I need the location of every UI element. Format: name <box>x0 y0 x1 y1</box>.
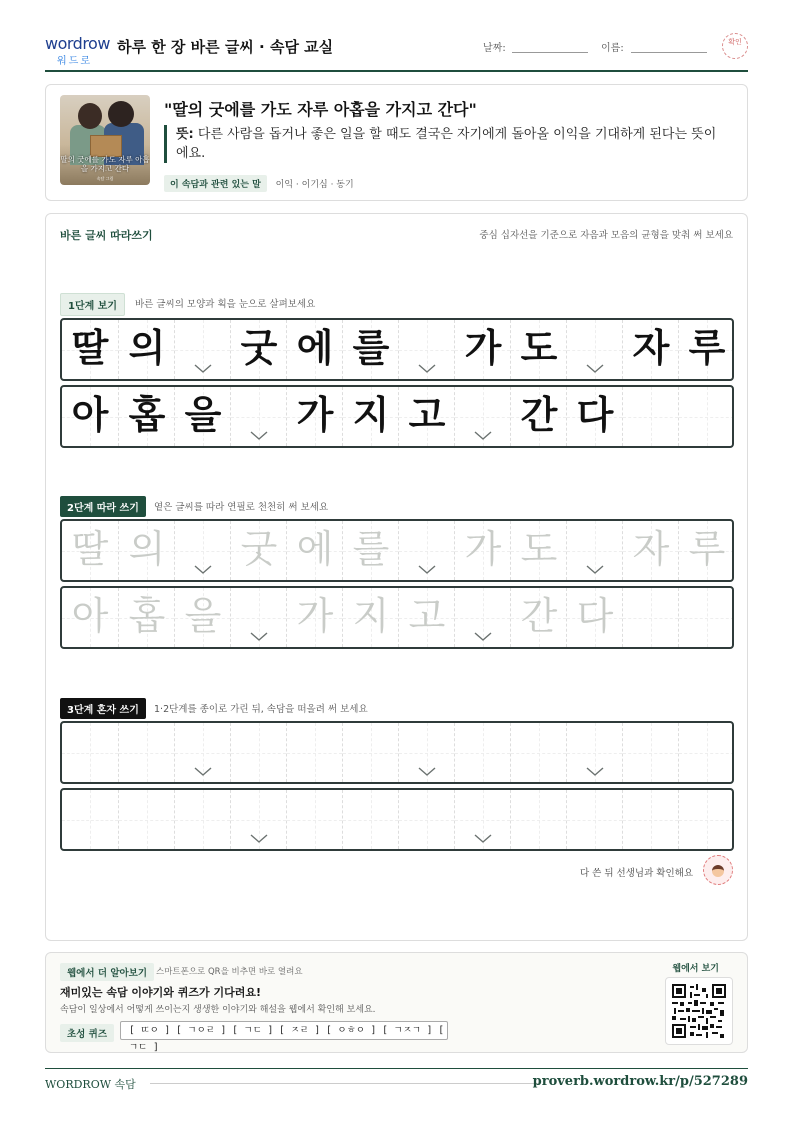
step3-row2-cell[interactable] <box>286 790 342 849</box>
syllable-glyph: 의 <box>128 325 166 370</box>
footer-divider <box>45 1068 748 1069</box>
step3-row1-cell[interactable] <box>454 723 510 782</box>
step1-row1-cell <box>454 320 510 379</box>
meaning-text: 다른 사람을 돕거나 좋은 일을 할 때도 결국은 자기에게 돌아올 이익을 기대하게 된다는 뜻이에요. <box>176 127 717 161</box>
step3-row2-cell[interactable] <box>454 790 510 849</box>
practice-title: 바른 글씨 따라쓰기 <box>60 229 153 242</box>
step3-row2-cell[interactable] <box>678 790 734 849</box>
step1-row1-cell <box>342 320 398 379</box>
step1-row1-cell <box>510 320 566 379</box>
step1-row2 <box>60 385 734 448</box>
step2-row2-cell[interactable] <box>230 588 286 647</box>
step1-row1-cell <box>62 320 118 379</box>
syllable-glyph: 자 <box>632 527 670 571</box>
syllable-glyph: 루 <box>688 527 726 571</box>
step1-row1-cell <box>398 320 454 379</box>
illustration-caption: 딸의 굿에를 가도 자루 아홉을 가지고 간다 <box>60 155 150 173</box>
word-space-icon <box>194 767 212 776</box>
syllable-glyph: 고 <box>408 392 446 437</box>
step2-row1-cell[interactable] <box>174 521 230 580</box>
syllable-glyph: 자 <box>632 325 670 370</box>
step1-row2-cell <box>566 387 622 446</box>
word-space-icon <box>194 565 212 574</box>
related-list: 이익 · 이기심 · 동기 <box>275 180 354 190</box>
step3-row1-cell[interactable] <box>398 723 454 782</box>
step3-desc: 1·2단계를 종이로 가린 뒤, 속담을 떠올려 써 보세요 <box>154 704 368 715</box>
syllable-glyph: 홉 <box>128 594 166 638</box>
step2-row2[interactable] <box>60 586 734 649</box>
word-space-icon <box>418 565 436 574</box>
footer-brand: WORDROW 속담 <box>45 1078 136 1091</box>
syllable-glyph: 가 <box>296 392 334 437</box>
related-words <box>164 175 354 192</box>
step3-row1-cell[interactable] <box>118 723 174 782</box>
date-field[interactable] <box>512 52 588 53</box>
teacher-stamp-icon <box>703 855 733 885</box>
step1-row1 <box>60 318 734 381</box>
step3-label: 3단계 혼자 쓰기 <box>60 698 146 719</box>
wordrow-logo-sub: 워드로 <box>57 56 92 67</box>
word-space-icon <box>418 364 436 373</box>
step1-desc: 바른 글씨의 모양과 획을 눈으로 살펴보세요 <box>135 299 316 310</box>
syllable-glyph: 을 <box>184 594 222 638</box>
step2-row2-cell[interactable] <box>454 588 510 647</box>
step1-row2-cell <box>454 387 510 446</box>
word-space-icon <box>250 834 268 843</box>
step3-row1[interactable] <box>60 721 734 784</box>
word-space-icon <box>418 767 436 776</box>
syllable-glyph: 딸 <box>71 527 109 571</box>
step1-row2-cell <box>622 387 678 446</box>
step1-row2-cell <box>230 387 286 446</box>
step2-row2-cell[interactable] <box>566 588 622 647</box>
step2-row2-cell[interactable] <box>342 588 398 647</box>
step3-row2-cell[interactable] <box>398 790 454 849</box>
step3-row1-cell[interactable] <box>230 723 286 782</box>
footer-rule <box>150 1083 538 1084</box>
word-space-icon <box>586 565 604 574</box>
syllable-glyph: 딸 <box>71 325 109 370</box>
syllable-glyph: 에 <box>296 325 334 370</box>
step1-row2-cell <box>510 387 566 446</box>
page-header <box>45 30 748 72</box>
chosung-quiz: [ ㄸㅇ ] [ ㄱㅇㄹ ] [ ㄱㄷ ] [ ㅈㄹ ] [ ㅇㅎㅇ ] [ ㄱㅈㄱ ] [ ㄱㄷ ] <box>120 1021 448 1040</box>
step2-row1-cell[interactable] <box>566 521 622 580</box>
step1-row1-cell <box>174 320 230 379</box>
check-stamp-icon: 확인 <box>722 33 748 59</box>
web-title: 재미있는 속담 이야기와 퀴즈가 기다려요! <box>60 986 261 999</box>
step2-row2-cell[interactable] <box>510 588 566 647</box>
syllable-glyph: 가 <box>464 325 502 370</box>
step2-row2-cell[interactable] <box>678 588 734 647</box>
step3-row1-cell[interactable] <box>174 723 230 782</box>
syllable-glyph: 간 <box>520 392 558 437</box>
step3-row1-cell[interactable] <box>286 723 342 782</box>
web-desc: 속담이 일상에서 어떻게 쓰이는지 생생한 이야기와 해설을 웹에서 확인해 보세요. <box>60 1005 376 1015</box>
step2-row1-cell[interactable] <box>678 521 734 580</box>
step3-row2-cell[interactable] <box>342 790 398 849</box>
qr-code-graphic <box>672 984 726 1038</box>
syllable-glyph: 아 <box>71 594 109 638</box>
step2-row1-cell[interactable] <box>62 521 118 580</box>
step2-row2-cell[interactable] <box>118 588 174 647</box>
step1-row2-cell <box>342 387 398 446</box>
web-chip-desc: 스마트폰으로 QR을 비추면 바로 열려요 <box>156 967 303 977</box>
proverb-title: "딸의 굿에를 가도 자루 아홉을 가지고 간다" <box>164 100 477 119</box>
word-space-icon <box>250 632 268 641</box>
step1-row1-cell <box>566 320 622 379</box>
word-space-icon <box>586 364 604 373</box>
syllable-glyph: 도 <box>520 527 558 571</box>
step3-row2-cell[interactable] <box>118 790 174 849</box>
date-label: 날짜: <box>483 43 506 54</box>
step2-row2-cell[interactable] <box>286 588 342 647</box>
syllable-glyph: 아 <box>71 392 109 437</box>
syllable-glyph: 가 <box>464 527 502 571</box>
syllable-glyph: 다 <box>576 594 614 638</box>
qr-label: 웹에서 보기 <box>672 964 719 974</box>
syllable-glyph: 다 <box>576 392 614 437</box>
quiz-label: 초성 퀴즈 <box>60 1024 114 1042</box>
step1-row1-cell <box>230 320 286 379</box>
name-label: 이름: <box>601 43 624 54</box>
step1-label: 1단계 보기 <box>60 293 125 316</box>
proverb-meaning <box>164 125 724 163</box>
syllable-glyph: 고 <box>408 594 446 638</box>
step1-row1-cell <box>622 320 678 379</box>
web-chip: 웹에서 더 알아보기 <box>60 963 154 981</box>
step2-row1-cell[interactable] <box>510 521 566 580</box>
step2-row1-cell[interactable] <box>286 521 342 580</box>
syllable-glyph: 홉 <box>128 392 166 437</box>
step1-row2-cell <box>398 387 454 446</box>
syllable-glyph: 간 <box>520 594 558 638</box>
step3-row1-cell[interactable] <box>622 723 678 782</box>
step2-row2-cell[interactable] <box>398 588 454 647</box>
syllable-glyph: 굿 <box>240 527 278 571</box>
step1-row2-cell <box>286 387 342 446</box>
step2-row1[interactable] <box>60 519 734 582</box>
syllable-glyph: 를 <box>352 325 390 370</box>
step2-row1-cell[interactable] <box>230 521 286 580</box>
step2-row2-cell[interactable] <box>174 588 230 647</box>
syllable-glyph: 의 <box>128 527 166 571</box>
illustration-subcaption: 속담 그림 <box>96 176 114 181</box>
step3-row1-cell[interactable] <box>566 723 622 782</box>
qr-code-icon[interactable] <box>665 977 733 1045</box>
step2-row2-cell[interactable] <box>622 588 678 647</box>
step3-row1-cell[interactable] <box>510 723 566 782</box>
step1-row1-cell <box>118 320 174 379</box>
word-space-icon <box>250 431 268 440</box>
word-space-icon <box>586 767 604 776</box>
syllable-glyph: 가 <box>296 594 334 638</box>
step2-row1-cell[interactable] <box>118 521 174 580</box>
word-space-icon <box>474 431 492 440</box>
step1-row1-cell <box>286 320 342 379</box>
step3-row2[interactable] <box>60 788 734 851</box>
step3-row2-cell[interactable] <box>566 790 622 849</box>
meaning-label: 뜻: <box>176 127 194 142</box>
step1-row2-cell <box>62 387 118 446</box>
step2-label: 2단계 따라 쓰기 <box>60 496 146 517</box>
syllable-glyph: 도 <box>520 325 558 370</box>
proverb-card <box>45 84 748 201</box>
syllable-glyph: 지 <box>352 594 390 638</box>
step2-row1-cell[interactable] <box>622 521 678 580</box>
syllable-glyph: 루 <box>688 325 726 370</box>
practice-hint: 중심 십자선을 기준으로 자음과 모음의 균형을 맞춰 써 보세요 <box>479 230 733 241</box>
step1-row2-cell <box>678 387 734 446</box>
step3-row2-cell[interactable] <box>510 790 566 849</box>
page-title: 하루 한 장 바른 글씨 · 속담 교실 <box>117 38 334 56</box>
step2-row1-cell[interactable] <box>454 521 510 580</box>
practice-section <box>45 213 748 941</box>
step1-row2-cell <box>174 387 230 446</box>
step3-row1-cell[interactable] <box>342 723 398 782</box>
step2-row1-cell[interactable] <box>398 521 454 580</box>
step3-row2-cell[interactable] <box>230 790 286 849</box>
syllable-glyph: 에 <box>296 527 334 571</box>
step2-row1-cell[interactable] <box>342 521 398 580</box>
name-field[interactable] <box>631 52 707 53</box>
word-space-icon <box>474 632 492 641</box>
step1-row1-cell <box>678 320 734 379</box>
footer-url[interactable]: proverb.wordrow.kr/p/527289 <box>532 1074 748 1089</box>
step3-row1-cell[interactable] <box>678 723 734 782</box>
step2-desc: 옅은 글씨를 따라 연필로 천천히 써 보세요 <box>154 502 329 513</box>
syllable-glyph: 굿 <box>240 325 278 370</box>
teacher-note: 다 쓴 뒤 선생님과 확인해요 <box>579 868 693 879</box>
word-space-icon <box>474 834 492 843</box>
syllable-glyph: 지 <box>352 392 390 437</box>
wordrow-logo[interactable]: wordrow <box>45 34 110 53</box>
syllable-glyph: 을 <box>184 392 222 437</box>
step3-row2-cell[interactable] <box>62 790 118 849</box>
step1-row2-cell <box>118 387 174 446</box>
proverb-illustration <box>60 95 150 185</box>
word-space-icon <box>194 364 212 373</box>
related-label: 이 속담과 관련 있는 말 <box>164 175 267 192</box>
step3-row2-cell[interactable] <box>174 790 230 849</box>
web-card <box>45 952 748 1053</box>
step2-row2-cell[interactable] <box>62 588 118 647</box>
syllable-glyph: 를 <box>352 527 390 571</box>
step3-row1-cell[interactable] <box>62 723 118 782</box>
step3-row2-cell[interactable] <box>622 790 678 849</box>
